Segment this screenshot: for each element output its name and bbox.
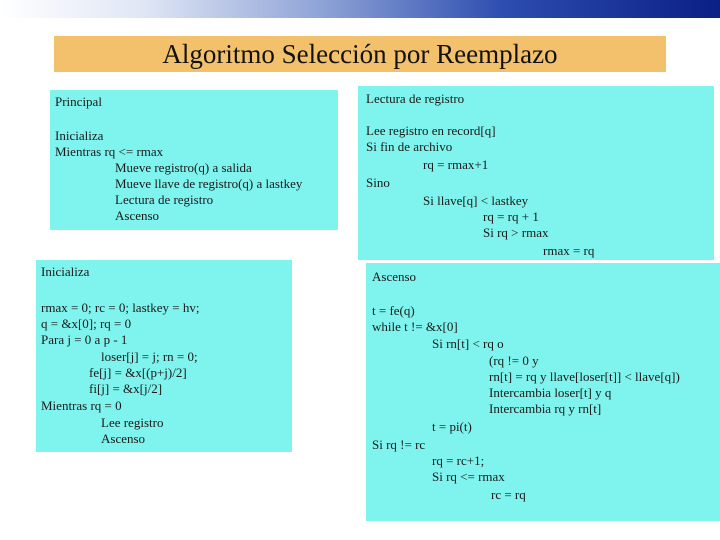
code-line: Lee registro en record[q] — [366, 123, 496, 138]
code-line: Si rq > rmax — [483, 225, 549, 240]
code-line: Para j = 0 a p - 1 — [41, 332, 128, 347]
title-banner — [54, 36, 666, 72]
panel-inicializa-heading: Inicializa — [41, 264, 90, 279]
slide-title: Algoritmo Selección por Reemplazo — [162, 39, 558, 69]
code-line: rq = rmax+1 — [423, 157, 489, 172]
code-line: Si rq != rc — [372, 437, 426, 452]
code-line: q = &x[0]; rq = 0 — [41, 316, 132, 331]
code-line: Si rq <= rmax — [432, 469, 505, 484]
code-line: Si fin de archivo — [366, 139, 453, 154]
code-line: rq = rq + 1 — [483, 209, 539, 224]
code-line: Lectura de registro — [115, 192, 214, 207]
code-line: fi[j] = &x[j/2] — [89, 381, 163, 396]
code-line: t = pi(t) — [432, 419, 472, 434]
code-line: Mueve registro(q) a salida — [115, 160, 252, 175]
top-gradient-bar — [0, 0, 720, 18]
panel-lectura-heading: Lectura de registro — [366, 91, 465, 106]
code-line: Mueve llave de registro(q) a lastkey — [115, 176, 303, 191]
panel-ascenso-heading: Ascenso — [372, 269, 417, 284]
code-line: Inicializa — [55, 128, 104, 143]
code-line: Si rn[t] < rq o — [432, 336, 504, 351]
code-line: fe[j] = &x[(p+j)/2] — [89, 365, 187, 380]
code-line: Si llave[q] < lastkey — [423, 193, 529, 208]
code-line: Mientras rq <= rmax — [55, 144, 164, 159]
code-line: Ascenso — [101, 431, 146, 446]
code-line: t = fe(q) — [372, 303, 415, 318]
code-line: rmax = rq — [543, 243, 595, 258]
code-line: rn[t] = rq y llave[loser[t]] < llave[q]) — [489, 369, 680, 384]
code-line: rc = rq — [491, 487, 526, 502]
code-line: Intercambia rq y rn[t] — [489, 401, 602, 416]
panel-ascenso — [366, 263, 720, 521]
code-line: Ascenso — [115, 208, 160, 223]
code-line: Lee registro — [101, 415, 164, 430]
panel-principal-heading: Principal — [55, 94, 102, 109]
code-line: Intercambia loser[t] y q — [489, 385, 612, 400]
panel-principal — [50, 90, 338, 230]
code-line: rmax = 0; rc = 0; lastkey = hv; — [41, 300, 200, 315]
panel-inicializa — [36, 260, 292, 452]
code-line: Sino — [366, 175, 390, 190]
code-line: rq = rc+1; — [432, 453, 485, 468]
code-line: while t != &x[0] — [372, 319, 458, 334]
panel-lectura-de-registro — [358, 86, 714, 260]
code-line: Mientras rq = 0 — [41, 398, 122, 413]
code-line: (rq != 0 y — [489, 353, 539, 368]
code-line: loser[j] = j; rn = 0; — [101, 349, 198, 364]
